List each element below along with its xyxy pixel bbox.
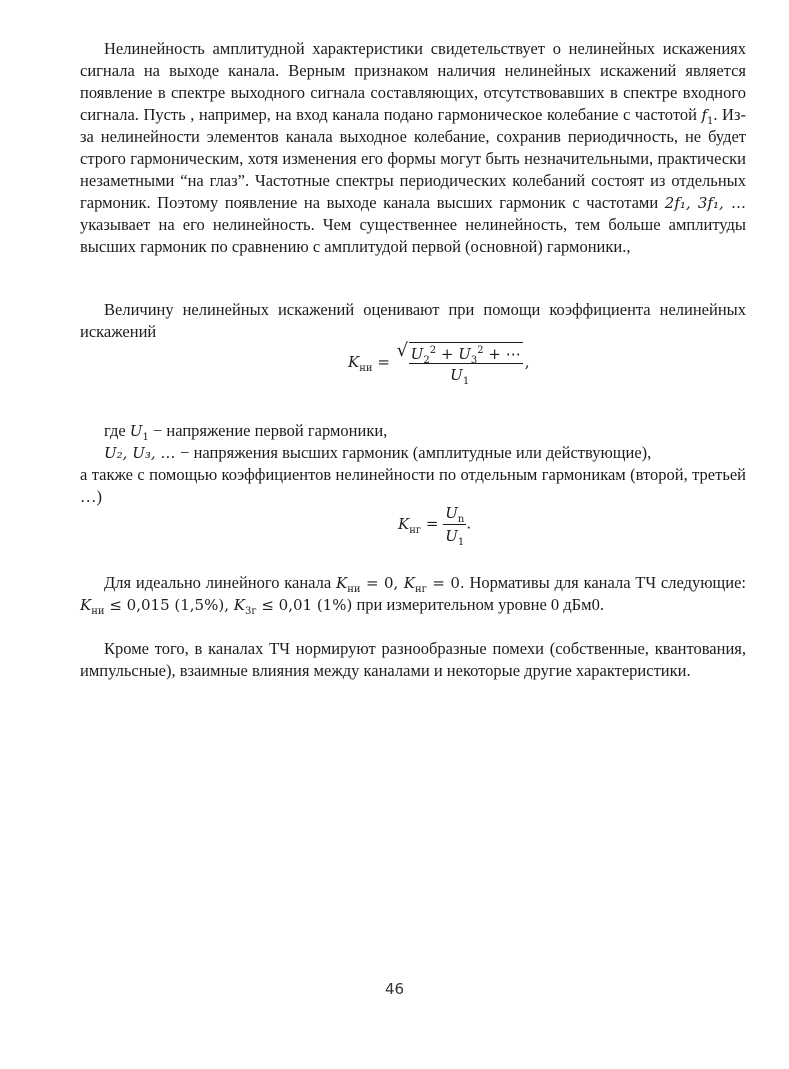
para4-k-ng-rest: = 0. (426, 574, 465, 592)
para4-k-ng-sub: нг (414, 584, 427, 595)
paragraph-nonlinearity (80, 38, 746, 258)
para3-text: а также с помощью коэффициентов нелинейности по отдельным гармоникам (второй, третьей …) (80, 465, 746, 506)
formula1-plus-2: + ⋯ (483, 345, 521, 363)
freq-f1-symbol: f (701, 106, 708, 124)
harmonic-frequencies: 2f₁, 3f₁, … (664, 194, 746, 212)
para1-text-1: Нелинейность амплитудной характеристики свидетельствует о нелинейных искажениях сигнала на выходе канала. Верным признаком наличия нелинейных искажений является появление в спектре выходного сигнала составляющих, отсутствовавших в спектре входного сигнала. Пусть , например, на вход канала подано гармоническое колебание с частотой (80, 39, 746, 124)
where-U1 (129, 422, 149, 443)
paragraph-norms (80, 572, 746, 616)
para4-text-2: Нормативы для канала ТЧ следующие: (464, 573, 746, 592)
para5-text: Кроме того, в каналах ТЧ нормируют разнообразные помехи (собственные, квантования, импульсные), взаимные влияния между каналами и некоторые другие характеристики. (80, 639, 746, 680)
sqrt-symbol: √ $U_2^2 + U_3^2$ + ⋯ (396, 340, 521, 366)
formula2-equals: = (421, 514, 444, 533)
para4-k-ng (403, 574, 465, 595)
para4-text-1: Для идеально линейного канала (104, 573, 336, 592)
formula1-U3-sup: 2 (477, 345, 484, 356)
para4-norm-3g (233, 596, 353, 617)
formula1-K-sub: ни (359, 363, 373, 374)
formula1-lhs (348, 353, 373, 374)
para4-norm-3g-symbol: K (233, 596, 245, 614)
formula2-U1-sub: 1 (457, 537, 465, 548)
freq-f1 (701, 106, 714, 127)
formula2-numerator (443, 504, 466, 525)
paragraph-noise (80, 638, 746, 682)
paragraph-harmonic-coefficients (80, 464, 746, 508)
formula2-denominator (443, 525, 466, 548)
para4-norm-ni-rest: ≤ 0,015 (1,5%), (104, 596, 234, 614)
formula2-period: . (466, 514, 472, 533)
formula-k-ng (398, 504, 472, 548)
formula1-K: K (348, 353, 360, 371)
formula1-fraction (395, 340, 525, 387)
formula2-fraction (443, 504, 466, 548)
formula1-plus-1: + (436, 345, 459, 363)
para4-norm-ni-symbol: K (80, 596, 92, 614)
freq-f1-sub: 1 (707, 116, 714, 127)
formula1-U3: U (458, 345, 471, 363)
para4-k-ni (336, 574, 404, 595)
where-higher-text: − напряжения высших гармоник (амплитудные или действующие), (180, 443, 652, 462)
formula1-equals: = (372, 353, 395, 371)
formula2-lhs (398, 514, 422, 536)
where-U1-symbol: U (129, 422, 143, 440)
where-u1-line (80, 420, 746, 442)
para4-k-ni-symbol: K (336, 574, 348, 592)
where-higher-line (80, 442, 746, 464)
para4-norm-ni-sub: ни (91, 606, 105, 617)
formula2-K-sub: нг (409, 524, 422, 536)
where-U1-sub: 1 (142, 432, 149, 443)
page-number: 46 (384, 980, 405, 998)
formula1-comma: , (524, 353, 530, 371)
para4-k-ng-symbol: K (403, 574, 415, 592)
para4-text-3: при измерительном уровне 0 дБм0. (352, 595, 604, 614)
formula1-denominator (395, 364, 525, 387)
formula2-K: K (398, 514, 410, 533)
para4-norm-3g-rest: ≤ 0,01 (1%) (256, 596, 353, 614)
para2-text: Величину нелинейных искажений оценивают при помощи коэффициента нелинейных искажений (80, 300, 746, 341)
formula2-U1: U (445, 527, 458, 545)
formula1-U2-sub: 2 (423, 355, 430, 366)
formula1-U1: U (450, 366, 463, 384)
paragraph-coefficient-intro (80, 299, 746, 343)
para4-k-ni-sub: ни (347, 584, 361, 595)
where-U1-text: − напряжение первой гармоники, (148, 421, 388, 440)
where-higher-vars: U₂, U₃, … (104, 444, 181, 462)
para1-text-3: указывает на его нелинейность. Чем существеннее нелинейность, тем больше амплитуды высших гармоник по сравнению с амплитудой первой (основной) гармоники., (80, 215, 746, 256)
formula2-Un-sub: n (457, 514, 465, 525)
where-lead: где (104, 421, 130, 440)
para1-text-2: . Из-за нелинейности элементов канала выходное колебание, сохранив периодичность, не будет строго гармоническим, хотя изменения его формы могут быть незначительными, практически незаметными “на глаз”. Частотные спектры периодических колебаний состоят из отдельных гармоник. Поэтому появление на выходе канала высших гармоник с частотами (80, 105, 746, 212)
formula1-U1-sub: 1 (462, 376, 470, 387)
formula1-U2-sup: 2 (429, 345, 437, 356)
formula-k-ni (348, 340, 530, 387)
para4-k-ni-rest: = 0, (360, 574, 404, 592)
para4-norm-3g-sub: 3г (244, 606, 257, 617)
formula1-U3-sub: 3 (470, 355, 478, 366)
formula1-U2: U (410, 345, 424, 363)
formula2-Un: U (445, 504, 458, 522)
para4-norm-ni (80, 596, 234, 617)
